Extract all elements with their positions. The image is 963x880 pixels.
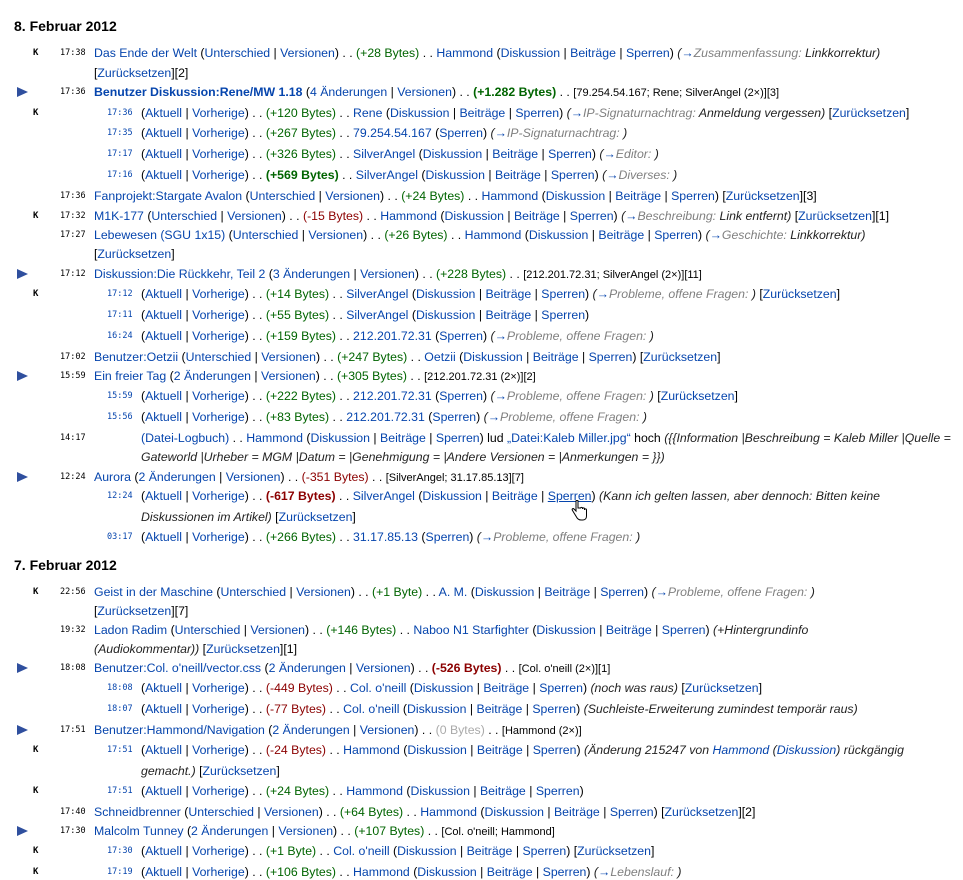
byte-diff: (+24 Bytes) [401,189,465,203]
timestamp: 19:32 [60,625,86,635]
talk-link[interactable]: Diskussion [536,623,596,637]
user-link[interactable]: 79.254.54.167 [353,126,432,140]
user-link[interactable]: Hammond [436,46,494,60]
byte-diff: (+120 Bytes) [265,106,336,120]
history-link[interactable]: Versionen [296,585,351,599]
byte-diff: (+1 Byte) [265,844,317,858]
expand-arrow-icon[interactable] [17,663,28,673]
timestamp-link[interactable]: 15:56 [107,412,133,422]
prev-link[interactable]: Vorherige [192,743,245,757]
users-list: [SilverAngel; 31.17.85.13][7] [385,472,524,484]
timestamp: 12:24 [60,472,86,482]
rollback-link[interactable]: Zurücksetzen [278,510,353,524]
timestamp-link[interactable]: 18:07 [107,704,133,714]
contribs-link[interactable]: Beiträge [476,702,523,716]
timestamp: 18:08 [60,663,86,673]
timestamp-link[interactable]: 16:24 [107,331,133,341]
byte-diff: (+24 Bytes) [265,784,330,798]
user-link[interactable]: Col. o'neill [349,681,407,695]
changes-link[interactable]: 3 Änderungen [272,267,351,281]
page-link[interactable]: Fanprojekt:Stargate Avalon [94,189,243,203]
talk-link[interactable]: Diskussion [484,805,544,819]
page-link[interactable]: Malcolm Tunney [94,824,184,838]
history-link[interactable]: Versionen [261,350,316,364]
rollback-link[interactable]: Zurücksetzen [97,604,172,618]
diff-link[interactable]: Unterschied [188,805,254,819]
day-heading: 7. Februar 2012 [14,557,117,573]
user-link[interactable]: Col. o'neill [333,844,390,858]
history-link[interactable]: Versionen [261,369,316,383]
prev-link[interactable]: Vorherige [192,389,245,403]
block-link[interactable]: Sperren [435,431,480,445]
rollback-link[interactable]: Zurücksetzen [202,764,277,778]
diff-link[interactable]: Unterschied [151,209,218,223]
talk-link[interactable]: Diskussion [444,209,504,223]
prev-link[interactable]: Vorherige [192,702,245,716]
cur-link[interactable]: Aktuell [145,106,183,120]
timestamp-link[interactable]: 17:11 [107,310,133,320]
contribs-link[interactable]: Beiträge [476,743,523,757]
contribs-link[interactable]: Beiträge [605,623,652,637]
block-link[interactable]: Sperren [532,743,577,757]
users-list: [Col. o'neill (2×)][1] [518,663,611,675]
timestamp: 17:30 [60,826,86,836]
minor-edit-marker: K [33,289,39,299]
byte-diff: (+14 Bytes) [265,287,330,301]
diff-link[interactable]: Unterschied [220,585,287,599]
byte-diff: (+64 Bytes) [339,805,404,819]
timestamp: 17:36 [60,87,86,97]
block-link[interactable]: Sperren [661,623,706,637]
block-link[interactable]: Sperren [654,228,698,242]
history-link[interactable]: Versionen [280,46,335,60]
byte-diff: (+106 Bytes) [265,865,336,879]
byte-diff: (+326 Bytes) [265,147,336,161]
contribs-link[interactable]: Beiträge [485,308,532,322]
block-link[interactable]: Sperren [535,784,580,798]
user-link[interactable]: Hammond [712,743,770,757]
history-link[interactable]: Versionen [227,209,282,223]
talk-link[interactable]: Diskussion [410,784,470,798]
page-link[interactable]: M1K-177 [94,209,144,223]
page-link[interactable]: Geist in der Maschine [94,585,213,599]
contribs-link[interactable]: Beiträge [491,489,538,503]
minor-edit-marker: K [33,786,39,796]
page-link[interactable]: Ein freier Tag [94,369,167,383]
timestamp: 17:40 [60,807,86,817]
timestamp-link[interactable]: 17:19 [107,867,133,877]
minor-edit-marker: K [33,745,39,755]
diff-link[interactable]: Unterschied [204,46,271,60]
talk-link[interactable]: Diskussion [422,489,482,503]
talk-link[interactable]: Diskussion [474,585,535,599]
user-link[interactable]: SilverAngel [353,147,416,161]
byte-diff: (-449 Bytes) [265,681,333,695]
changes-link[interactable]: 2 Änderungen [268,661,346,675]
contribs-link[interactable]: Beiträge [570,46,616,60]
page-link[interactable]: Aurora [94,470,131,484]
talk-link[interactable]: Diskussion [310,431,370,445]
talk-link[interactable]: Diskussion [422,147,483,161]
byte-diff: (+83 Bytes) [265,410,330,424]
page-link[interactable]: Benutzer Diskussion:Rene/MW 1.18 [94,85,303,99]
rollback-link[interactable]: Zurücksetzen [762,287,837,301]
cur-link[interactable]: Aktuell [145,329,183,343]
rollback-link[interactable]: Zurücksetzen [660,389,735,403]
contribs-link[interactable]: Beiträge [485,287,532,301]
byte-diff: (+28 Bytes) [356,46,420,60]
changes-link[interactable]: 2 Änderungen [173,369,252,383]
timestamp: 17:51 [60,725,86,735]
page-link[interactable]: Diskussion:Die Rückkehr, Teil 2 [94,267,266,281]
timestamp-link[interactable]: 17:51 [107,786,133,796]
prev-link[interactable]: Vorherige [192,329,245,343]
cur-link[interactable]: Aktuell [145,784,183,798]
talk-link[interactable]: Diskussion [528,228,589,242]
contribs-link[interactable]: Beiträge [483,681,530,695]
page-link[interactable]: Benutzer:Hammond/Navigation [94,723,265,737]
rollback-link[interactable]: Zurücksetzen [684,681,759,695]
timestamp-link[interactable]: 17:30 [107,846,133,856]
timestamp: 14:17 [60,433,86,443]
talk-link[interactable]: Diskussion [425,168,485,182]
rollback-link[interactable]: Zurücksetzen [725,189,800,203]
page-link[interactable]: Das Ende der Welt [94,46,197,60]
byte-diff: (+222 Bytes) [265,389,336,403]
timestamp-link[interactable]: 17:12 [107,289,133,299]
user-link[interactable]: 212.201.72.31 [353,389,432,403]
talk-link[interactable]: Diskussion [776,743,837,757]
block-link[interactable]: Sperren [432,410,477,424]
user-link[interactable]: Oetzii [424,350,456,364]
cur-link[interactable]: Aktuell [145,702,183,716]
user-link[interactable]: Hammond [481,189,539,203]
page-link[interactable]: Lebewesen (SGU 1x15) [94,228,226,242]
prev-link[interactable]: Vorherige [192,287,245,301]
block-link[interactable]: Sperren [600,585,644,599]
expand-arrow-icon[interactable] [17,472,28,482]
prev-link[interactable]: Vorherige [192,106,245,120]
contribs-link[interactable]: Beiträge [544,585,591,599]
prev-link[interactable]: Vorherige [192,410,245,424]
contribs-link[interactable]: Beiträge [479,784,526,798]
block-link[interactable]: Sperren [539,681,583,695]
byte-diff: (+159 Bytes) [265,329,336,343]
rollback-link[interactable]: Zurücksetzen [832,106,906,120]
contribs-link[interactable]: Beiträge [598,228,645,242]
user-link[interactable]: Hammond [420,805,477,819]
user-link[interactable]: Hammond [246,431,304,445]
prev-link[interactable]: Vorherige [192,784,245,798]
user-link[interactable]: SilverAngel [355,168,418,182]
byte-diff: (0 Bytes) [435,723,485,737]
byte-diff: (+1 Byte) [372,585,423,599]
rollback-link[interactable]: Zurücksetzen [643,350,718,364]
page-link[interactable]: Benutzer:Col. o'neill/vector.css [94,661,262,675]
block-link[interactable]: Sperren [588,350,633,364]
byte-diff: (-617 Bytes) [265,489,336,503]
users-list: [212.201.72.31; SilverAngel (2×)][11] [523,269,702,281]
talk-link[interactable]: Diskussion [545,189,606,203]
expand-arrow-icon[interactable] [17,826,28,836]
block-link[interactable]: Sperren [439,329,483,343]
minor-edit-marker: K [33,108,39,118]
talk-link[interactable]: Diskussion [500,46,561,60]
talk-link[interactable]: Diskussion [415,287,476,301]
minor-edit-marker: K [33,587,39,597]
timestamp: 17:27 [60,230,86,240]
cur-link[interactable]: Aktuell [145,308,183,322]
talk-link[interactable]: Diskussion [463,350,523,364]
user-link[interactable]: Hammond [353,865,410,879]
prev-link[interactable]: Vorherige [192,147,245,161]
cur-link[interactable]: Aktuell [145,287,183,301]
contribs-link[interactable]: Beiträge [495,168,541,182]
prev-link[interactable]: Vorherige [192,308,245,322]
user-link[interactable]: SilverAngel [346,308,409,322]
cur-link[interactable]: Aktuell [145,743,183,757]
timestamp: 17:38 [60,48,86,58]
history-link[interactable]: Versionen [264,805,319,819]
byte-diff: (+228 Bytes) [436,267,507,281]
byte-diff: (-24 Bytes) [265,743,327,757]
user-link[interactable]: 212.201.72.31 [353,329,432,343]
prev-link[interactable]: Vorherige [192,489,245,503]
rollback-link[interactable]: Zurücksetzen [97,247,172,261]
byte-diff: (+247 Bytes) [337,350,408,364]
contribs-link[interactable]: Beiträge [615,189,662,203]
byte-diff: (-15 Bytes) [302,209,364,223]
history-link[interactable]: Versionen [360,267,415,281]
changes-link[interactable]: 4 Änderungen [309,85,388,99]
user-link[interactable]: Hammond [380,209,437,223]
changes-link[interactable]: 2 Änderungen [191,824,269,838]
users-list: [Col. o'neill; Hammond] [441,826,555,838]
cur-link[interactable]: Aktuell [145,126,183,140]
contribs-link[interactable]: Beiträge [466,844,513,858]
block-link[interactable]: Sperren [515,106,560,120]
history-link[interactable]: Versionen [355,661,411,675]
rollback-link[interactable]: Zurücksetzen [798,209,872,223]
byte-diff: (+26 Bytes) [384,228,448,242]
timestamp: 17:32 [60,211,86,221]
cur-link[interactable]: Aktuell [145,865,183,879]
cur-link[interactable]: Aktuell [145,389,183,403]
byte-diff: (+55 Bytes) [265,308,330,322]
diff-link[interactable]: Unterschied [249,189,316,203]
prev-link[interactable]: Vorherige [192,865,245,879]
history-link[interactable]: Versionen [397,85,452,99]
byte-diff: (+266 Bytes) [265,530,336,544]
contribs-link[interactable]: Beiträge [532,350,579,364]
user-link[interactable]: Hammond [343,743,400,757]
block-link[interactable]: Sperren [548,147,592,161]
talk-link[interactable]: Diskussion [413,681,474,695]
cur-link[interactable]: Aktuell [145,168,183,182]
rollback-link[interactable]: Zurücksetzen [664,805,739,819]
contribs-link[interactable]: Beiträge [492,147,539,161]
block-link[interactable]: Sperren [625,46,670,60]
changes-link[interactable]: 2 Änderungen [138,470,216,484]
byte-diff: (+146 Bytes) [326,623,397,637]
user-link[interactable]: Rene [353,106,383,120]
timestamp-link[interactable]: 18:08 [107,683,133,693]
block-link[interactable]: Sperren [541,308,586,322]
talk-link[interactable]: Diskussion [407,702,467,716]
block-link[interactable]: Sperren [439,126,483,140]
user-link[interactable]: 31.17.85.13 [353,530,419,544]
block-link[interactable]: Sperren [425,530,470,544]
user-link[interactable]: Naboo N1 Starfighter [413,623,529,637]
timestamp: 17:02 [60,352,86,362]
file-link[interactable]: „Datei:Kaleb Miller.jpg“ [506,431,631,445]
log-link[interactable]: (Datei-Logbuch) [141,431,230,445]
block-link[interactable]: Sperren [541,287,586,301]
history-link[interactable]: Versionen [225,470,281,484]
minor-edit-marker: K [33,867,39,877]
block-link[interactable]: Sperren [542,865,587,879]
expand-arrow-icon[interactable] [17,371,28,381]
contribs-link[interactable]: Beiträge [553,805,600,819]
minor-edit-marker: K [33,846,39,856]
page-link[interactable]: Schneidbrenner [94,805,181,819]
timestamp-link[interactable]: 17:16 [107,170,133,180]
rollback-link[interactable]: Zurücksetzen [97,66,172,80]
history-link[interactable]: Versionen [308,228,364,242]
timestamp-link[interactable]: 17:36 [107,108,133,118]
byte-diff: (+107 Bytes) [354,824,425,838]
byte-diff: (-526 Bytes) [431,661,502,675]
block-link[interactable]: Sperren [569,209,614,223]
expand-arrow-icon[interactable] [17,87,28,97]
user-link[interactable]: 212.201.72.31 [346,410,425,424]
changes-link[interactable]: 2 Änderungen [272,723,350,737]
cur-link[interactable]: Aktuell [145,489,183,503]
history-link[interactable]: Versionen [325,189,380,203]
cur-link[interactable]: Aktuell [145,530,183,544]
block-link[interactable]: Sperren [439,389,483,403]
history-link[interactable]: Versionen [359,723,415,737]
log-comment: Gateworld |Urheber = MGM |Datum = |Genehmigung = |Andere Versionen = |Anmerkungen = }}) [141,450,665,464]
byte-diff: (+1.282 Bytes) [473,85,557,99]
day-heading: 8. Februar 2012 [14,18,117,34]
talk-link[interactable]: Diskussion [417,865,477,879]
talk-link[interactable]: Diskussion [389,106,450,120]
history-link[interactable]: Versionen [250,623,306,637]
block-link[interactable]: Sperren [532,702,577,716]
talk-link[interactable]: Diskussion [407,743,467,757]
minor-edit-marker: K [33,211,39,221]
timestamp: 15:59 [60,371,86,381]
prev-link[interactable]: Vorherige [192,168,245,182]
users-list: [79.254.54.167; Rene; SilverAngel (2×)][3] [573,87,780,99]
timestamp-link[interactable]: 12:24 [107,491,133,501]
user-link[interactable]: Hammond [464,228,522,242]
block-link[interactable]: Sperren [671,189,715,203]
timestamp-link[interactable]: 17:51 [107,745,133,755]
diff-link[interactable]: Unterschied [174,623,241,637]
timestamp: 22:56 [60,587,86,597]
byte-diff: (+305 Bytes) [336,369,407,383]
users-list: [212.201.72.31 (2×)][2] [424,371,536,383]
expand-arrow-icon[interactable] [17,725,28,735]
user-link[interactable]: Hammond [346,784,403,798]
rollback-link[interactable]: Zurücksetzen [206,642,280,656]
contribs-link[interactable]: Beiträge [513,209,560,223]
contribs-link[interactable]: Beiträge [459,106,506,120]
block-link[interactable]: Sperren [609,805,654,819]
timestamp-link[interactable]: 17:17 [107,149,133,159]
timestamp-link[interactable]: 03:17 [107,532,133,542]
users-list: [Hammond (2×)] [501,725,582,737]
expand-arrow-icon[interactable] [17,269,28,279]
byte-diff: (+267 Bytes) [265,126,336,140]
byte-diff: (-77 Bytes) [265,702,327,716]
timestamp-link[interactable]: 15:59 [107,391,133,401]
diff-link[interactable]: Unterschied [232,228,299,242]
cur-link[interactable]: Aktuell [145,844,183,858]
hand-cursor-icon [570,500,588,522]
block-link[interactable]: Sperren [522,844,567,858]
timestamp: 17:12 [60,269,86,279]
section-link[interactable]: → [681,46,694,60]
cur-link[interactable]: Aktuell [145,147,183,161]
page-link[interactable]: Ladon Radim [94,623,168,637]
block-link[interactable]: Sperren [550,168,595,182]
user-link[interactable]: Col. o'neill [343,702,400,716]
prev-link[interactable]: Vorherige [192,530,245,544]
block-link[interactable]: Sperren [547,489,592,503]
cur-link[interactable]: Aktuell [145,410,183,424]
byte-diff: (-351 Bytes) [301,470,369,484]
diff-link[interactable]: Unterschied [185,350,252,364]
talk-link[interactable]: Diskussion [397,844,457,858]
user-link[interactable]: SilverAngel [352,489,415,503]
user-link[interactable]: A. M. [438,585,468,599]
history-link[interactable]: Versionen [278,824,334,838]
prev-link[interactable]: Vorherige [192,844,245,858]
minor-edit-marker: K [33,48,39,58]
prev-link[interactable]: Vorherige [192,681,245,695]
contribs-link[interactable]: Beiträge [486,865,533,879]
cur-link[interactable]: Aktuell [145,681,183,695]
talk-link[interactable]: Diskussion [415,308,476,322]
contribs-link[interactable]: Beiträge [380,431,426,445]
page-link[interactable]: Benutzer:Oetzii [94,350,179,364]
byte-diff: (+569 Bytes) [265,168,339,182]
timestamp: 17:36 [60,191,86,201]
rollback-link[interactable]: Zurücksetzen [577,844,651,858]
user-link[interactable]: SilverAngel [346,287,409,301]
prev-link[interactable]: Vorherige [192,126,245,140]
timestamp-link[interactable]: 17:35 [107,128,133,138]
